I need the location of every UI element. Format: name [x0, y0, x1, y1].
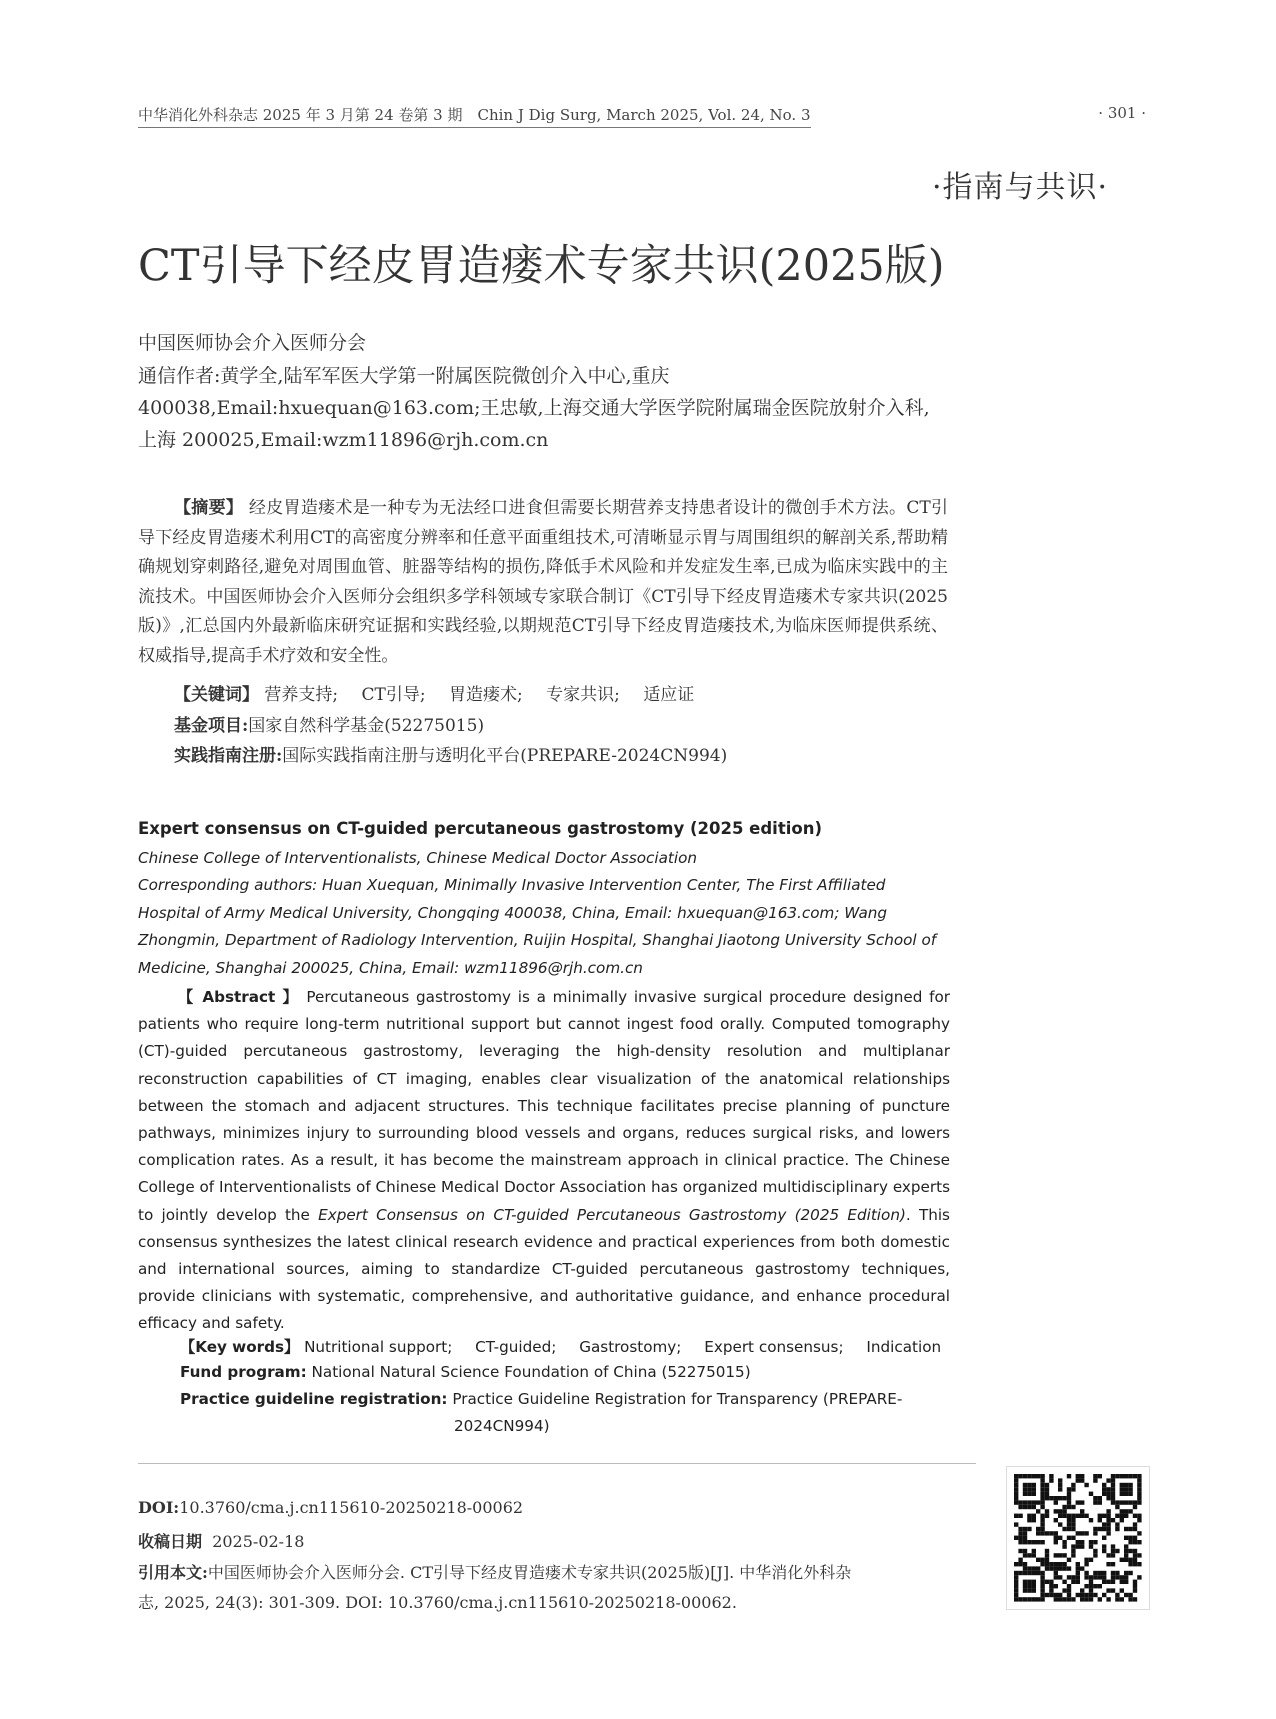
chinese-keywords — [174, 680, 712, 705]
citation-label: 引用本文: — [138, 1563, 208, 1582]
english-abstract-label: 【 Abstract 】 — [178, 988, 300, 1006]
citation-text: 中国医师协会介入医师分会. CT引导下经皮胃造瘘术专家共识(2025版)[J]. 中华消化外科杂 — [207, 1563, 852, 1582]
page-number: · 301 · — [1098, 104, 1146, 122]
english-registration-cont: 2024CN994) — [454, 1417, 550, 1435]
keywords-label: 【关键词】 — [174, 685, 259, 705]
footer-divider — [138, 1463, 976, 1464]
english-corresponding-authors: Corresponding authors: Huan Xuequan, Minimally Invasive Intervention Center, The First Affiliated Hospital of Army Medical University, Chongqing 400038, China, Email: hxuequan@163.com; Wang Zhongmin, Department of Radiology Intervention, Ruijin Hospital, Shanghai Jiaotong University School of Medicine, Shanghai 200025, China, Email: wzm11896@rjh.com.cn — [138, 876, 937, 977]
keyword: CT引导; — [361, 685, 426, 705]
received-line — [138, 1529, 304, 1552]
english-abstract — [138, 984, 950, 1338]
chinese-abstract — [138, 494, 948, 671]
english-organization: Chinese College of Interventionalists, Chinese Medical Doctor Association — [138, 849, 697, 867]
keyword: 适应证 — [643, 685, 695, 705]
english-registration-text: Practice Guideline Registration for Transparency (PREPARE- — [452, 1390, 903, 1408]
english-fund-text: National Natural Science Foundation of China (52275015) — [311, 1363, 751, 1381]
author-organization: 中国医师协会介入医师分会 — [138, 332, 367, 354]
fund-label: 基金项目: — [174, 716, 249, 736]
fund-text: 国家自然科学基金(52275015) — [248, 716, 485, 736]
doi-label: DOI: — [138, 1498, 180, 1517]
keyword: 专家共识; — [546, 685, 620, 705]
english-abstract-italic: Expert Consensus on CT-guided Percutaneous Gastrostomy (2025 Edition) — [318, 1205, 906, 1224]
english-fund — [180, 1363, 751, 1381]
abstract-label: 【摘要】 — [174, 498, 244, 518]
keyword: CT-guided; — [475, 1338, 557, 1356]
qr-code[interactable] — [1006, 1466, 1150, 1610]
chinese-fund — [174, 711, 484, 736]
keyword: 胃造瘘术; — [449, 685, 523, 705]
english-abstract-text-end: . This consensus synthesizes the latest clinical research evidence and practical experiences from both domestic and international sources, aiming to standardize CT-guided percutaneous gastrostomy techniques, provide clinicians with systematic, comprehensive, and authoritative guidance, and enhance procedural efficacy and safety. — [138, 1205, 950, 1333]
english-title: Expert consensus on CT-guided percutaneous gastrostomy (2025 edition) — [138, 819, 822, 838]
abstract-text: 经皮胃造瘘术是一种专为无法经口进食但需要长期营养支持患者设计的微创手术方法。CT引导下经皮胃造瘘术利用CT的高密度分辨率和任意平面重组技术,可清晰显示胃与周围组织的解剖关系,帮助精确规划穿刺路径,避免对周围血管、脏器等结构的损伤,降低手术风险和并发症发生率,已成为临床实践中的主流技术。中国医师协会介入医师分会组织多学科领域专家联合制订《CT引导下经皮胃造瘘术专家共识(2025版)》,汇总国内外最新临床研究证据和实践经验,以期规范CT引导下经皮胃造瘘技术,为临床医师提供系统、权威指导,提高手术疗效和安全性。 — [138, 498, 948, 666]
received-label: 收稿日期 — [138, 1532, 203, 1551]
keyword: Nutritional support; — [304, 1338, 453, 1356]
article-title: CT引导下经皮胃造瘘术专家共识(2025版) — [138, 241, 945, 291]
keyword: Gastrostomy; — [579, 1338, 682, 1356]
registration-label: 实践指南注册: — [174, 746, 283, 766]
doi-line — [138, 1498, 523, 1517]
column-heading: ·指南与共识· — [932, 170, 1109, 205]
chinese-registration — [174, 741, 727, 766]
english-keywords-label: 【Key words】 — [180, 1338, 300, 1356]
english-registration — [180, 1390, 902, 1408]
english-abstract-text: Percutaneous gastrostomy is a minimally invasive surgical procedure designed for patients who require long-term nutritional support but cannot ingest food orally. Computed tomography (CT)-guided percutaneous gastrostomy, leveraging the high-density resolution and multiplanar reconstruction capabilities of CT imaging, enables clear visualization of the anatomical relationships between the stomach and adjacent structures. This technique facilitates precise planning of puncture pathways, minimizes injury to surrounding blood vessels and organs, reduces surgical risks, and lowers complication rates. As a result, it has become the mainstream approach in clinical practice. The Chinese College of Interventionalists of Chinese Medical Doctor Association has organized multidisciplinary experts to jointly develop the — [138, 988, 951, 1224]
keyword: 营养支持; — [264, 685, 339, 705]
qr-code-icon — [1007, 1467, 1149, 1609]
keyword: Indication — [866, 1338, 942, 1356]
english-registration-label: Practice guideline registration: — [180, 1390, 448, 1408]
keyword: Expert consensus; — [704, 1338, 844, 1356]
citation-line-cont: 志, 2025, 24(3): 301-309. DOI: 10.3760/cma.j.cn115610-20250218-00062. — [138, 1593, 737, 1612]
citation-line — [138, 1560, 851, 1583]
corresponding-authors: 通信作者:黄学全,陆军军医大学第一附属医院微创介入中心,重庆 400038,Email:hxuequan@163.com;王忠敏,上海交通大学医学院附属瑞金医院放射介入科,上海 200025,Email:wzm11896@rjh.com.cn — [138, 365, 930, 451]
doi-value: 10.3760/cma.j.cn115610-20250218-00062 — [179, 1498, 524, 1517]
registration-text: 国际实践指南注册与透明化平台(PREPARE-2024CN994) — [282, 746, 728, 766]
english-keywords — [180, 1336, 959, 1357]
received-date: 2025-02-18 — [212, 1532, 305, 1551]
journal-header: 中华消化外科杂志 2025 年 3 月第 24 卷第 3 期 Chin J Dig Surg, March 2025, Vol. 24, No. 3 — [138, 104, 811, 128]
english-fund-label: Fund program: — [180, 1363, 307, 1381]
